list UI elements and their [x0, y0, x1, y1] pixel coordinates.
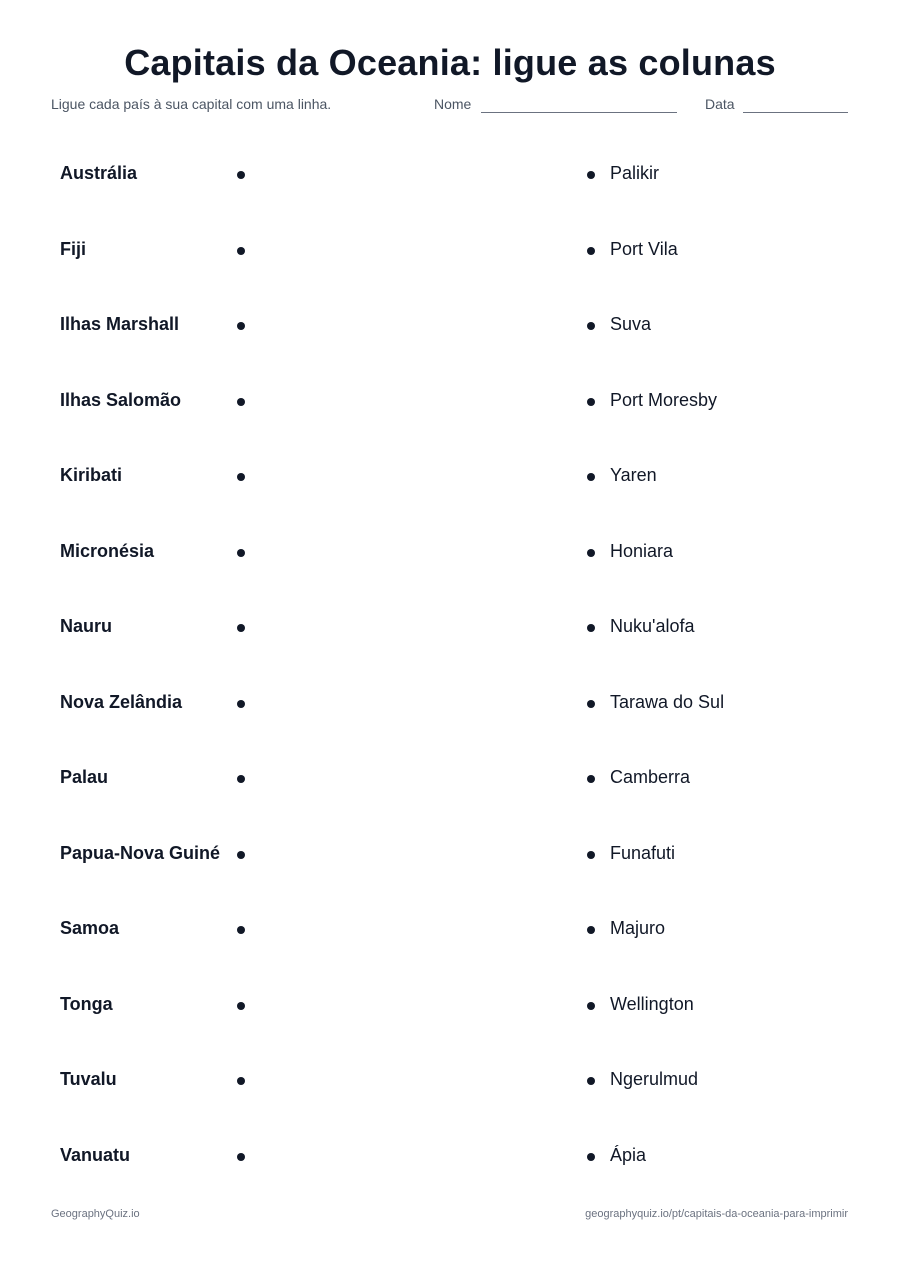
capital-label: Ngerulmud	[610, 1069, 699, 1089]
country-connector-dot[interactable]	[237, 322, 245, 330]
matching-row	[0, 137, 900, 213]
capital-connector-dot[interactable]	[587, 171, 595, 179]
capital-connector-dot[interactable]	[587, 473, 595, 481]
date-field-line[interactable]	[743, 112, 848, 113]
country-connector-dot[interactable]	[237, 398, 245, 406]
capital-connector-dot[interactable]	[587, 1153, 595, 1161]
matching-row	[0, 590, 900, 666]
capital-connector-dot[interactable]	[587, 926, 595, 934]
capital-connector-dot[interactable]	[587, 322, 595, 330]
country-connector-dot[interactable]	[237, 926, 245, 934]
capital-label: Yaren	[610, 465, 657, 485]
matching-row	[0, 1043, 900, 1119]
country-label: Tuvalu	[60, 1069, 117, 1089]
country-label: Palau	[60, 767, 109, 787]
country-label: Ilhas Marshall	[60, 314, 180, 334]
name-field-line[interactable]	[481, 112, 677, 113]
country-connector-dot[interactable]	[237, 247, 245, 255]
capital-connector-dot[interactable]	[587, 1002, 595, 1010]
country-connector-dot[interactable]	[237, 624, 245, 632]
country-label: Nova Zelândia	[60, 691, 183, 712]
country-label: Fiji	[60, 238, 86, 259]
country-label: Samoa	[60, 918, 120, 938]
country-label: Kiribati	[60, 465, 123, 485]
country-connector-dot[interactable]	[237, 1002, 245, 1010]
country-connector-dot[interactable]	[237, 171, 245, 179]
matching-row	[0, 666, 900, 742]
matching-row	[0, 892, 900, 968]
matching-row	[0, 968, 900, 1044]
matching-row	[0, 439, 900, 515]
page-title: Capitais da Oceania: ligue as colunas	[124, 42, 776, 83]
capital-label: Palikir	[610, 163, 660, 183]
capital-connector-dot[interactable]	[587, 247, 595, 255]
capital-connector-dot[interactable]	[587, 624, 595, 632]
instructions-text: Ligue cada país à sua capital com uma linha.	[51, 96, 332, 112]
capital-connector-dot[interactable]	[587, 398, 595, 406]
capital-label: Majuro	[610, 918, 666, 938]
capital-label: Tarawa do Sul	[610, 691, 725, 712]
matching-row	[0, 1119, 900, 1195]
capital-label: Wellington	[610, 993, 694, 1014]
country-label: Papua-Nova Guiné	[60, 842, 221, 863]
capital-label: Honiara	[610, 540, 674, 561]
matching-rows	[0, 137, 900, 1194]
capital-label: Suva	[610, 314, 652, 334]
capital-connector-dot[interactable]	[587, 851, 595, 859]
matching-row	[0, 817, 900, 893]
matching-row	[0, 515, 900, 591]
country-connector-dot[interactable]	[237, 549, 245, 557]
country-label: Austrália	[60, 163, 138, 183]
footer-brand: GeographyQuiz.io	[51, 1208, 140, 1220]
capital-label: Camberra	[610, 767, 691, 787]
matching-row	[0, 213, 900, 289]
footer-url: geographyquiz.io/pt/capitais-da-oceania-para-imprimir	[585, 1208, 848, 1220]
matching-row	[0, 288, 900, 364]
capital-connector-dot[interactable]	[587, 775, 595, 783]
capital-label: Port Moresby	[610, 389, 718, 410]
country-label: Ilhas Salomão	[60, 389, 182, 410]
country-connector-dot[interactable]	[237, 700, 245, 708]
country-connector-dot[interactable]	[237, 775, 245, 783]
capital-connector-dot[interactable]	[587, 700, 595, 708]
matching-row	[0, 364, 900, 440]
capital-label: Ápia	[610, 1144, 647, 1165]
capital-connector-dot[interactable]	[587, 549, 595, 557]
country-connector-dot[interactable]	[237, 851, 245, 859]
country-label: Vanuatu	[60, 1144, 131, 1165]
country-label: Tonga	[60, 993, 113, 1014]
date-field-label: Data	[705, 96, 735, 112]
capital-label: Nuku'alofa	[610, 616, 695, 636]
country-connector-dot[interactable]	[237, 473, 245, 481]
country-connector-dot[interactable]	[237, 1077, 245, 1085]
capital-connector-dot[interactable]	[587, 1077, 595, 1085]
matching-row	[0, 741, 900, 817]
capital-label: Funafuti	[610, 842, 676, 863]
country-connector-dot[interactable]	[237, 1153, 245, 1161]
name-field-label: Nome	[434, 96, 472, 112]
country-label: Nauru	[60, 616, 113, 636]
capital-label: Port Vila	[610, 238, 678, 259]
country-label: Micronésia	[60, 540, 155, 561]
